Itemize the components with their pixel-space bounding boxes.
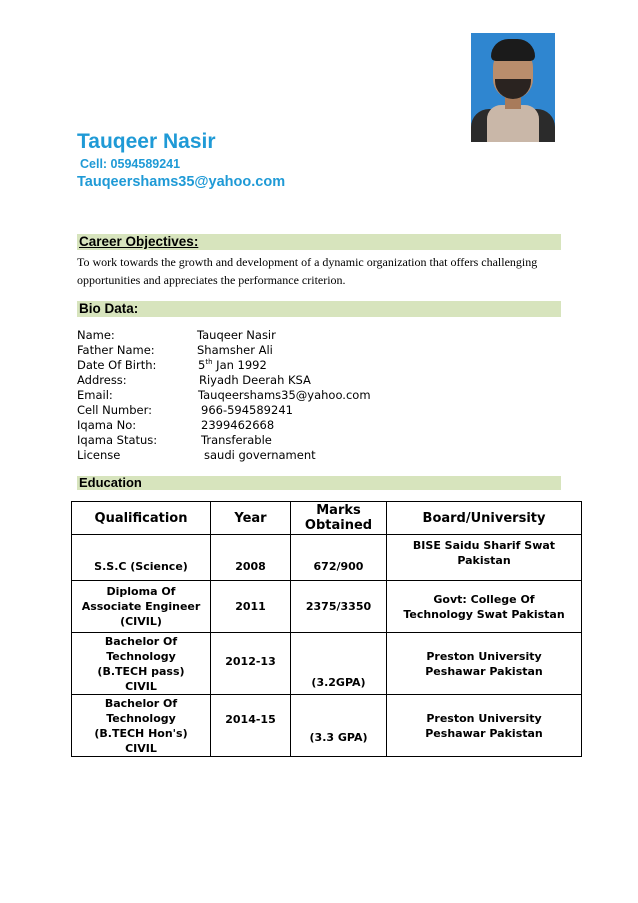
- header-cell: Cell: 0594589241: [80, 157, 181, 171]
- education-table: [71, 501, 582, 757]
- cell-marks: (3.2GPA): [291, 633, 387, 695]
- cell-marks: 2375/3350: [291, 581, 387, 633]
- bio-value: Transferable: [201, 433, 272, 447]
- cell-qualification: Bachelor Of Technology (B.TECH pass) CIVIL: [72, 633, 211, 695]
- cell-year: 2012-13: [211, 633, 291, 695]
- bio-value: 2399462668: [201, 418, 275, 432]
- bio-value: Tauqeer Nasir: [197, 328, 276, 342]
- cell-qualification: Diploma Of Associate Engineer (CIVIL): [72, 581, 211, 633]
- table-row: [72, 535, 582, 581]
- bio-label: Iqama No:: [77, 418, 137, 432]
- education-section-title: Education: [79, 475, 142, 490]
- table-row: [72, 695, 582, 757]
- bio-section-bar: [77, 301, 561, 317]
- bio-value: saudi governament: [204, 448, 316, 462]
- table-header-row: [72, 502, 582, 535]
- header-year: Year: [211, 502, 291, 535]
- education-section-bar: [77, 476, 561, 490]
- bio-label: License: [77, 448, 121, 462]
- bio-label: Email:: [77, 388, 113, 402]
- bio-label: Address:: [77, 373, 127, 387]
- table-row: [72, 633, 582, 695]
- bio-label: Name:: [77, 328, 115, 342]
- career-line-2: opportunities and appreciates the performance criterion.: [77, 273, 346, 287]
- cell-marks: (3.3 GPA): [291, 695, 387, 757]
- header-marks: Marks Obtained: [291, 502, 387, 535]
- cell-board: Preston University Peshawar Pakistan: [387, 695, 582, 757]
- dob-suffix: th: [205, 358, 213, 367]
- bio-label: Iqama Status:: [77, 433, 158, 447]
- career-section-title: Career Objectives:: [79, 234, 199, 249]
- bio-value: [198, 358, 267, 373]
- cell-year: 2014-15: [211, 695, 291, 757]
- bio-value: Tauqeershams35@yahoo.com: [198, 388, 371, 402]
- cell-board: Govt: College Of Technology Swat Pakistan: [387, 581, 582, 633]
- table-row: [72, 581, 582, 633]
- bio-label: Date Of Birth:: [77, 358, 157, 372]
- cell-year: 2008: [211, 535, 291, 581]
- cell-board: Preston University Peshawar Pakistan: [387, 633, 582, 695]
- career-objective-text: [77, 253, 561, 289]
- bio-value: Riyadh Deerah KSA: [199, 373, 311, 387]
- photo-shirt: [487, 105, 539, 142]
- bio-label: Cell Number:: [77, 403, 153, 417]
- cell-marks: 672/900: [291, 535, 387, 581]
- bio-value: 966-594589241: [201, 403, 293, 417]
- photo-hair: [491, 39, 535, 61]
- cell-year: 2011: [211, 581, 291, 633]
- header-board: Board/University: [387, 502, 582, 535]
- header-email: Tauqeershams35@yahoo.com: [77, 174, 286, 190]
- bio-label: Father Name:: [77, 343, 155, 357]
- cell-qualification: S.S.C (Science): [72, 535, 211, 581]
- dob-day: 5: [198, 358, 206, 372]
- dob-rest: Jan 1992: [212, 358, 267, 372]
- profile-photo: [471, 33, 555, 142]
- candidate-name: Tauqeer Nasir: [77, 130, 216, 153]
- career-line-1: To work towards the growth and development of a dynamic organization that offers challenging: [77, 255, 538, 269]
- cell-qualification: Bachelor Of Technology (B.TECH Hon's) CIVIL: [72, 695, 211, 757]
- bio-section-title: Bio Data:: [79, 301, 139, 316]
- header-qualification: Qualification: [72, 502, 211, 535]
- photo-beard: [495, 79, 531, 99]
- bio-value: Shamsher Ali: [197, 343, 273, 357]
- cell-board: BISE Saidu Sharif Swat Pakistan: [387, 535, 582, 581]
